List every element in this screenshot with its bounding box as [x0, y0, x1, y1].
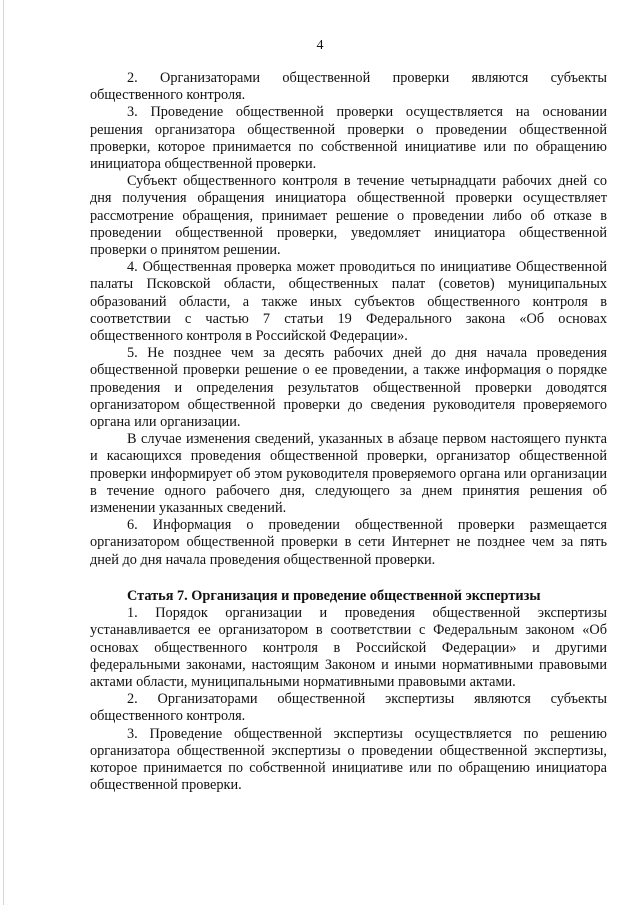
- paragraph: 3. Проведение общественной экспертизы осуществляется по решению организатора общественной экспертизы о проведении общественной экспертизы, которое принимается по собственной инициативе или по обращению инициатора общественной проверки.: [90, 725, 607, 794]
- paragraph: 3. Проведение общественной проверки осуществляется на основании решения организатора общественной проверки о проведении общественной проверки, которое принимается по собственной инициативе или по обращению инициатора общественной проверки.: [90, 104, 607, 173]
- paragraph: В случае изменения сведений, указанных в абзаце первом настоящего пункта и касающихся проведения общественной проверки, организатор общественной проверки информирует об этом руководителя проверяемого органа или организации в течение одного рабочего дня, следующего за днем принятия решения об изменении указанных сведений.: [90, 431, 607, 517]
- paragraph: 4. Общественная проверка может проводиться по инициативе Общественной палаты Псковской области, общественных палат (советов) муниципальных образований области, а также иных субъектов общественного контроля в соответствии с частью 7 статьи 19 Федерального закона «Об основах общественного контроля в Российской Федерации».: [90, 259, 607, 345]
- paragraph: 5. Не позднее чем за десять рабочих дней до дня начала проведения общественной проверки решение о ее проведении, а также информация о порядке проведения и определения результатов общественной проверки доводятся организатором общественной проверки до сведения руководителя проверяемого органа или организации.: [90, 345, 607, 431]
- paragraph: 2. Организаторами общественной экспертизы являются субъекты общественного контроля.: [90, 691, 607, 725]
- article-heading: Статья 7. Организация и проведение общественной экспертизы: [127, 587, 541, 604]
- page-number: 4: [316, 38, 324, 53]
- paragraph: 6. Информация о проведении общественной проверки размещается организатором общественной проверки в сети Интернет не позднее чем за пять дней до дня начала проведения общественной проверки.: [90, 517, 607, 568]
- paragraph: 1. Порядок организации и проведения общественной экспертизы устанавливается ее организатором в соответствии с Федеральным законом «Об основах общественного контроля в Российской Федерации» и другими федеральными законами, настоящим Законом и иными нормативными правовыми актами области, муниципальными нормативными правовыми актами.: [90, 605, 607, 690]
- paragraph: Субъект общественного контроля в течение четырнадцати рабочих дней со дня получения обращения инициатора общественной проверки осуществляет рассмотрение обращения, принимает решение о проведении либо об отказе в проведении общественной проверки, уведомляет инициатора общественной проверки о принятом решении.: [90, 173, 607, 259]
- scan-edge-line: [3, 0, 4, 905]
- paragraph: 2. Организаторами общественной проверки являются субъекты общественного контроля.: [90, 70, 607, 104]
- section-spacer: [90, 569, 607, 588]
- document-body: [90, 70, 607, 794]
